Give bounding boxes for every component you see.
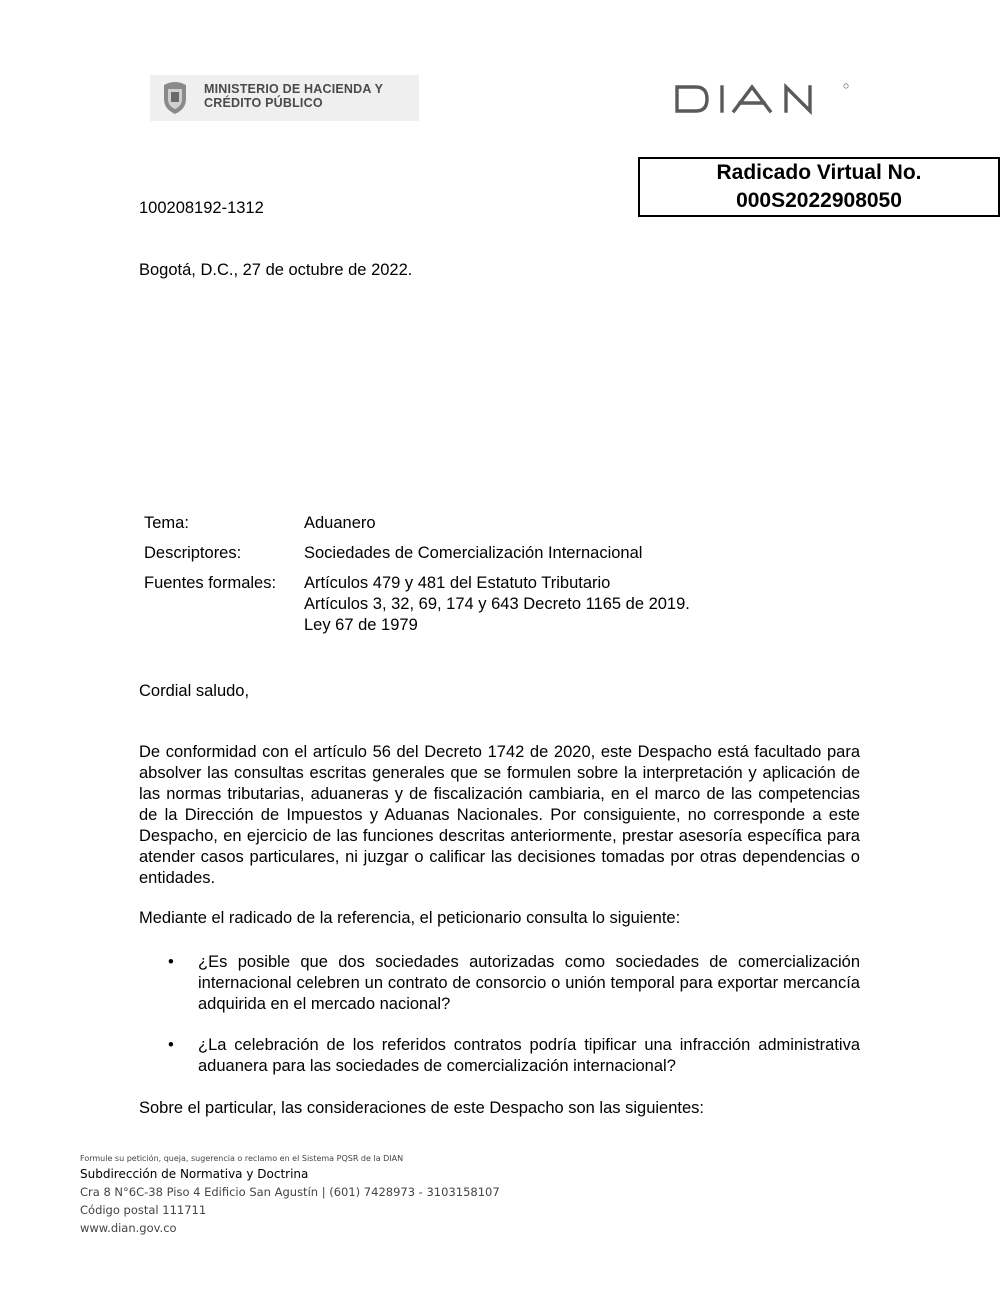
document-number: 100208192-1312 [139, 199, 264, 217]
topic-row-tema [144, 513, 690, 543]
fuente-item: Ley 67 de 1979 [304, 616, 418, 634]
question-text: ¿La celebración de los referidos contratos podría tipificar una infracción administrativa aduanera para las sociedades de comercialización internacional? [198, 1036, 860, 1075]
bullet-icon: • [168, 1036, 174, 1054]
footer-address: Cra 8 N°6C-38 Piso 4 Edificio San Agustín | (601) 7428973 - 3103158107 [80, 1185, 500, 1199]
question-text: ¿Es posible que dos sociedades autorizadas como sociedades de comercialización internacional celebren un contrato de consorcio o unión temporal para exportar mercancía adquirida en el mercado nacional? [198, 953, 860, 1013]
paragraph-competence: De conformidad con el artículo 56 del Decreto 1742 de 2020, este Despacho está facultado para absolver las consultas escritas generales que se formulen sobre la interpretación y aplicación de las normas tributarias, aduaneras y de fiscalización cambiaria, en el marco de las competencias de la Dirección de Impuestos y Aduanas Nacionales. Por consiguiente, no corresponde a este Despacho, en ejercicio de las funciones descritas anteriormente, prestar asesoría específica para atender casos particulares, ni juzgar o calificar las decisiones tomadas por otras dependencias o entidades. [139, 743, 860, 887]
tema-label: Tema: [144, 514, 189, 532]
footer-pqsr-note: Formule su petición, queja, sugerencia o reclamo en el Sistema PQSR de la DIAN [80, 1154, 404, 1163]
document-date: Bogotá, D.C., 27 de octubre de 2022. [139, 261, 413, 279]
topic-row-fuentes [144, 573, 690, 636]
radicado-label: Radicado Virtual No. [716, 161, 922, 184]
radicado-number: 000S2022908050 [736, 189, 902, 212]
footer-postal-code: Código postal 111711 [80, 1203, 207, 1217]
footer-website-link[interactable]: www.dian.gov.co [80, 1221, 177, 1235]
dian-logo [674, 82, 854, 116]
greeting: Cordial saludo, [139, 682, 250, 700]
descriptores-value: Sociedades de Comercialización Internacional [304, 544, 643, 562]
fuente-item: Artículos 479 y 481 del Estatuto Tributario [304, 574, 611, 592]
question-item [168, 1035, 860, 1077]
paragraph-considerations: Sobre el particular, las consideraciones de este Despacho son las siguientes: [139, 1099, 704, 1117]
topics-table [144, 513, 690, 636]
bullet-icon: • [168, 953, 174, 971]
question-item [168, 952, 860, 1015]
ministry-name-line1: MINISTERIO DE HACIENDA Y [204, 82, 384, 96]
topic-row-descriptores [144, 543, 690, 573]
fuentes-label: Fuentes formales: [144, 574, 277, 592]
fuentes-values [304, 573, 690, 636]
footer [80, 1153, 500, 1237]
ministry-name [204, 82, 383, 110]
ministry-logo [150, 75, 419, 121]
tema-value: Aduanero [304, 514, 376, 532]
footer-department: Subdirección de Normativa y Doctrina [80, 1167, 309, 1181]
radicado-box [638, 157, 1000, 217]
ministry-name-line2: CRÉDITO PÚBLICO [204, 96, 323, 110]
descriptores-label: Descriptores: [144, 544, 242, 562]
fuente-item: Artículos 3, 32, 69, 174 y 643 Decreto 1165 de 2019. [304, 595, 690, 613]
coat-of-arms-icon [160, 81, 190, 115]
paragraph-consulta: Mediante el radicado de la referencia, el peticionario consulta lo siguiente: [139, 909, 681, 927]
